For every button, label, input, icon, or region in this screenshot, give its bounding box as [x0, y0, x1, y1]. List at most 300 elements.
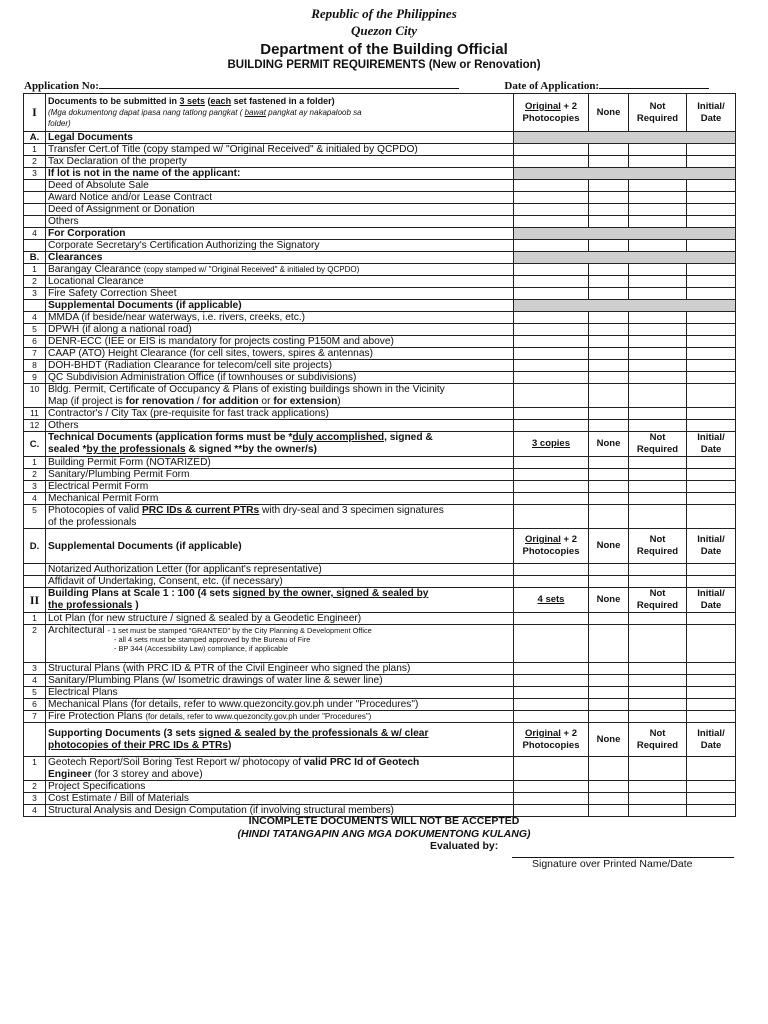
table-cell: 2 [24, 469, 46, 481]
checkbox-cell [24, 180, 46, 192]
checkbox-cell[interactable] [514, 675, 589, 687]
checkbox-cell[interactable] [629, 613, 687, 625]
text-label: pangkat ay nakapaloob sa [265, 108, 362, 117]
checkbox-cell[interactable] [514, 264, 589, 276]
text-label: set fastened in a folder) [231, 96, 335, 106]
checkbox-cell[interactable] [629, 324, 687, 336]
table-cell [46, 625, 514, 663]
table-row [24, 781, 736, 793]
text-label: Building Plans at Scale 1 : 100 (4 sets [48, 588, 233, 599]
checkbox-cell[interactable] [629, 493, 687, 505]
checkbox-cell[interactable] [589, 264, 629, 276]
checkbox-cell[interactable] [629, 216, 687, 228]
checkbox-cell[interactable] [589, 505, 629, 529]
table-row [24, 564, 736, 576]
text-label: Required [636, 739, 679, 751]
text-label: the professionals [48, 600, 133, 611]
table-cell: 7 [24, 711, 46, 723]
table-cell: 11 [24, 408, 46, 420]
text-label: Mechanical Plans [48, 699, 131, 710]
text-label: Technical Documents (application forms must be * [48, 432, 293, 443]
checkbox-cell[interactable] [589, 675, 629, 687]
checkbox-cell[interactable] [589, 384, 629, 408]
checkbox-cell[interactable] [589, 336, 629, 348]
checkbox-cell[interactable] [589, 156, 629, 168]
checkbox-cell[interactable] [629, 687, 687, 699]
supplemental-header-row [24, 529, 736, 564]
checkbox-cell[interactable] [514, 699, 589, 711]
checkbox-cell[interactable] [687, 793, 736, 805]
checkbox-cell[interactable] [514, 276, 589, 288]
checkbox-cell[interactable] [514, 711, 589, 723]
table-cell [629, 432, 687, 457]
checkbox-cell[interactable] [514, 420, 589, 432]
table-cell: 2 [24, 625, 46, 663]
checkbox-cell[interactable] [687, 204, 736, 216]
table-row [24, 757, 736, 781]
checkbox-cell[interactable] [514, 493, 589, 505]
checkbox-cell[interactable] [687, 613, 736, 625]
table-cell: MMDA (if beside/near waterways, i.e. rivers, creeks, etc.) [46, 312, 514, 324]
checkbox-cell[interactable] [687, 625, 736, 663]
checkbox-cell[interactable] [589, 312, 629, 324]
table-cell: 2 [24, 781, 46, 793]
text-label: bawat [244, 108, 266, 117]
checkbox-cell[interactable] [589, 360, 629, 372]
text-label: Initial/ [697, 588, 725, 599]
table-row [24, 216, 736, 228]
text-label: Photocopies [522, 739, 580, 751]
table-cell: None [589, 529, 629, 564]
checkbox-cell[interactable] [589, 420, 629, 432]
table-cell: Legal Documents [46, 132, 514, 144]
text-label: sealed * [48, 444, 87, 455]
table-row [24, 264, 736, 276]
checkbox-cell[interactable] [589, 564, 629, 576]
table-row [24, 625, 736, 663]
text-label: PRC IDs & current PTRs [142, 505, 260, 516]
checkbox-cell[interactable] [514, 781, 589, 793]
checkbox-cell[interactable] [514, 576, 589, 588]
checkbox-cell[interactable] [629, 180, 687, 192]
table-cell [514, 94, 589, 132]
text-label: - all 4 sets must be stamped approved by the Bureau of Fire [114, 635, 311, 644]
checkbox-cell[interactable] [687, 384, 736, 408]
text-label: Date [700, 444, 722, 455]
table-cell [46, 384, 514, 408]
checkbox-cell[interactable] [629, 312, 687, 324]
checkbox-cell[interactable] [629, 288, 687, 300]
checkbox-cell[interactable] [514, 469, 589, 481]
checkbox-cell[interactable] [687, 493, 736, 505]
checkbox-cell[interactable] [687, 216, 736, 228]
checkbox-cell[interactable] [687, 348, 736, 360]
checkbox-cell[interactable] [514, 240, 589, 252]
checkbox-cell[interactable] [629, 505, 687, 529]
table-cell: 1 [24, 144, 46, 156]
table-cell [46, 505, 514, 529]
checkbox-cell[interactable] [629, 240, 687, 252]
table-cell [46, 264, 514, 276]
table-cell: Project Specifications [46, 781, 514, 793]
checkbox-cell[interactable] [687, 757, 736, 781]
department-title: Department of the Building Official [260, 41, 508, 58]
checkbox-cell[interactable] [514, 757, 589, 781]
checkbox-cell[interactable] [589, 348, 629, 360]
checkbox-cell[interactable] [589, 276, 629, 288]
checkbox-cell[interactable] [589, 493, 629, 505]
checkbox-cell[interactable] [514, 505, 589, 529]
checkbox-cell [24, 723, 46, 757]
checkbox-cell[interactable] [687, 360, 736, 372]
text-label: (for details, refer to www.quezoncity.gov.ph under "Procedures") [145, 712, 372, 721]
table-row [24, 663, 736, 675]
table-cell: 4 [24, 493, 46, 505]
checkbox-cell[interactable] [589, 408, 629, 420]
text-label: Photocopies [522, 546, 580, 557]
checkbox-cell[interactable] [687, 663, 736, 675]
checkbox-cell[interactable] [629, 576, 687, 588]
checkbox-cell [514, 300, 736, 312]
text-label: Map (if project is [48, 395, 126, 407]
text-label: Required [636, 444, 679, 455]
checkbox-cell[interactable] [629, 192, 687, 204]
checkbox-cell [24, 204, 46, 216]
checkbox-cell [24, 192, 46, 204]
clearances-header-row [24, 252, 736, 264]
table-cell [46, 711, 514, 723]
text-label: Required [636, 546, 679, 557]
checkbox-cell[interactable] [589, 757, 629, 781]
checkbox-cell[interactable] [687, 564, 736, 576]
checkbox-cell[interactable] [629, 663, 687, 675]
city-heading: Quezon City [350, 23, 418, 38]
text-label: Date [700, 112, 722, 124]
checkbox-cell[interactable] [514, 793, 589, 805]
table-cell: DENR-ECC (IEE or EIS is mandatory for projects costing P150M and above) [46, 336, 514, 348]
checkbox-cell[interactable] [687, 420, 736, 432]
checkbox-cell[interactable] [514, 216, 589, 228]
text-label: Not [649, 727, 666, 739]
table-cell: Fire Safety Correction Sheet [46, 288, 514, 300]
text-label: & signed **by the owner/s) [185, 444, 317, 455]
table-row [24, 348, 736, 360]
checkbox-cell[interactable] [687, 469, 736, 481]
checkbox-cell[interactable] [687, 180, 736, 192]
table-cell: Lot Plan (for new structure / signed & sealed by a Geodetic Engineer) [46, 613, 514, 625]
checkbox-cell[interactable] [629, 457, 687, 469]
checkbox-cell[interactable] [589, 469, 629, 481]
checkbox-cell[interactable] [514, 372, 589, 384]
checkbox-cell[interactable] [589, 613, 629, 625]
checkbox-cell [24, 576, 46, 588]
checkbox-cell [514, 132, 736, 144]
table-cell [46, 588, 514, 613]
checkbox-cell[interactable] [589, 576, 629, 588]
checkbox-cell[interactable] [629, 372, 687, 384]
table-cell [514, 432, 589, 457]
checkbox-cell[interactable] [687, 192, 736, 204]
checkbox-cell[interactable] [687, 372, 736, 384]
table-cell [687, 94, 736, 132]
checkbox-cell[interactable] [514, 192, 589, 204]
text-label: Original [524, 727, 561, 739]
checkbox-cell[interactable] [629, 793, 687, 805]
table-cell: None [589, 588, 629, 613]
table-cell: Tax Declaration of the property [46, 156, 514, 168]
table-row [24, 793, 736, 805]
text-label: for extension [273, 395, 338, 407]
checkbox-cell[interactable] [589, 457, 629, 469]
table-cell: 1 [24, 757, 46, 781]
checkbox-cell[interactable] [687, 675, 736, 687]
checkbox-cell[interactable] [514, 156, 589, 168]
text-label: + 2 [563, 534, 578, 545]
checkbox-cell[interactable] [589, 288, 629, 300]
text-label: Initial/ [697, 100, 725, 112]
text-label: (for 3 storey and above) [91, 768, 203, 780]
table-row [24, 699, 736, 711]
checkbox-cell[interactable] [589, 372, 629, 384]
text-label: ) [228, 739, 232, 751]
checkbox-cell[interactable] [687, 336, 736, 348]
table-cell: A. [24, 132, 46, 144]
checkbox-cell[interactable] [629, 348, 687, 360]
checkbox-cell[interactable] [589, 216, 629, 228]
evaluated-by-label: Evaluated by: [430, 840, 499, 852]
checkbox-cell[interactable] [629, 204, 687, 216]
text-label: valid PRC Id of Geotech [303, 757, 420, 768]
table-cell [46, 94, 514, 132]
checkbox-cell[interactable] [629, 625, 687, 663]
table-cell: Deed of Absolute Sale [46, 180, 514, 192]
text-label: for renovation [125, 395, 195, 407]
checkbox-cell[interactable] [514, 564, 589, 576]
text-label: by the professionals [86, 444, 186, 455]
text-label: (copy stamped w/ "Original Received" & initialed by QCPDO) [143, 265, 360, 274]
checkbox-cell[interactable] [629, 408, 687, 420]
table-row [24, 156, 736, 168]
table-cell: Others [46, 216, 514, 228]
checkbox-cell[interactable] [589, 625, 629, 663]
checkbox-cell[interactable] [629, 144, 687, 156]
checkbox-cell[interactable] [629, 675, 687, 687]
checkbox-cell[interactable] [629, 564, 687, 576]
section-1-header-row [24, 94, 736, 132]
checkbox-cell[interactable] [514, 144, 589, 156]
checkbox-cell[interactable] [629, 156, 687, 168]
checkbox-cell[interactable] [687, 288, 736, 300]
table-row [24, 276, 736, 288]
table-cell: Sanitary/Plumbing Permit Form [46, 469, 514, 481]
checkbox-cell[interactable] [629, 781, 687, 793]
text-label: Fire Protection Plans [48, 711, 146, 722]
table-cell: Others [46, 420, 514, 432]
checkbox-cell[interactable] [629, 336, 687, 348]
table-cell [514, 588, 589, 613]
checkbox-cell [514, 228, 736, 240]
table-cell: Electrical Plans [46, 687, 514, 699]
checkbox-cell[interactable] [687, 576, 736, 588]
table-cell: 4 [24, 675, 46, 687]
checkbox-cell[interactable] [589, 793, 629, 805]
date-label: Date of Application: [504, 80, 600, 92]
checkbox-cell[interactable] [514, 613, 589, 625]
table-row [24, 613, 736, 625]
checkbox-cell[interactable] [589, 481, 629, 493]
supporting-header-row [24, 723, 736, 757]
legal-header-row [24, 132, 736, 144]
checkbox-cell[interactable] [687, 711, 736, 723]
table-row [24, 408, 736, 420]
text-label: Required [636, 600, 679, 611]
checkbox-cell[interactable] [589, 711, 629, 723]
table-cell: 5 [24, 687, 46, 699]
checkbox-cell[interactable] [514, 384, 589, 408]
checkbox-cell[interactable] [629, 469, 687, 481]
checkbox-cell[interactable] [589, 240, 629, 252]
table-cell: 6 [24, 336, 46, 348]
checkbox-cell[interactable] [687, 408, 736, 420]
checkbox-cell[interactable] [687, 505, 736, 529]
table-row [24, 469, 736, 481]
checkbox-cell[interactable] [514, 687, 589, 699]
table-cell: Structural Analysis and Design Computation (if involving structural members) [46, 805, 514, 817]
checkbox-cell[interactable] [514, 204, 589, 216]
checkbox-cell[interactable] [514, 180, 589, 192]
text-label: ) [132, 600, 139, 611]
table-cell: 7 [24, 348, 46, 360]
checkbox-cell[interactable] [514, 408, 589, 420]
checkbox-cell[interactable] [687, 481, 736, 493]
checkbox-cell[interactable] [589, 324, 629, 336]
checkbox-cell[interactable] [687, 687, 736, 699]
checkbox-cell[interactable] [589, 699, 629, 711]
table-cell: If lot is not in the name of the applicant: [46, 168, 514, 180]
text-label: Not [649, 534, 666, 545]
table-row [24, 324, 736, 336]
text-label: signed & sealed by the professionals & w/ clear [198, 727, 429, 739]
checkbox-cell[interactable] [589, 781, 629, 793]
table-cell: 12 [24, 420, 46, 432]
text-label: Original [524, 534, 561, 545]
table-cell: 5 [24, 324, 46, 336]
text-label: (New or Renovation) [428, 59, 541, 71]
table-cell: 9 [24, 372, 46, 384]
table-cell: For Corporation [46, 228, 514, 240]
checkbox-cell[interactable] [629, 276, 687, 288]
text-label: Date [700, 600, 722, 611]
checkbox-cell[interactable] [687, 240, 736, 252]
checkbox-cell[interactable] [629, 420, 687, 432]
table-cell: None [589, 432, 629, 457]
text-label: (for details, refer to www.quezoncity.gov.ph under "Procedures") [130, 699, 419, 710]
application-no-label: Application No: [24, 80, 99, 92]
checkbox-cell[interactable] [514, 360, 589, 372]
table-cell: 3 [24, 481, 46, 493]
checkbox-cell[interactable] [514, 457, 589, 469]
text-label: Not [649, 100, 666, 112]
text-label: Photocopies of valid [48, 505, 143, 516]
checkbox-cell[interactable] [687, 324, 736, 336]
table-cell: Mechanical Permit Form [46, 493, 514, 505]
checkbox-cell[interactable] [629, 264, 687, 276]
checkbox-cell[interactable] [589, 687, 629, 699]
checkbox-cell[interactable] [629, 711, 687, 723]
text-label: , signed & [384, 432, 433, 443]
checkbox-cell[interactable] [629, 699, 687, 711]
text-label: BUILDING PERMIT REQUIREMENTS [227, 59, 426, 71]
table-cell [687, 529, 736, 564]
table-cell: 8 [24, 360, 46, 372]
checkbox-cell[interactable] [629, 384, 687, 408]
table-cell [514, 529, 589, 564]
table-row [24, 481, 736, 493]
checkbox-cell[interactable] [514, 336, 589, 348]
checkbox-cell[interactable] [514, 481, 589, 493]
text-label: - 1 set must be stamped "GRANTED" by the City Planning & Development Office [107, 626, 372, 635]
checkbox-cell[interactable] [687, 144, 736, 156]
date-field[interactable] [599, 78, 709, 89]
table-cell: II [24, 588, 46, 613]
checkbox-cell[interactable] [687, 156, 736, 168]
table-cell: Supplemental Documents (if applicable) [46, 529, 514, 564]
table-cell [687, 432, 736, 457]
table-row [24, 711, 736, 723]
checkbox-cell[interactable] [687, 781, 736, 793]
table-row [24, 372, 736, 384]
checkbox-cell[interactable] [687, 699, 736, 711]
checkbox-cell[interactable] [629, 757, 687, 781]
text-label: Initial/ [697, 727, 725, 739]
checkbox-cell[interactable] [514, 312, 589, 324]
application-line [24, 78, 728, 92]
text-label: (Mga dokumentong dapat ipasa nang tatlong pangkat ( [48, 108, 245, 117]
checkbox-cell[interactable] [629, 360, 687, 372]
table-row [24, 240, 736, 252]
table-cell: Deed of Assignment or Donation [46, 204, 514, 216]
warning-text-tagalog: (HINDI TATANGAPIN ANG MGA DOKUMENTONG KULANG) [237, 828, 531, 840]
checkbox-cell[interactable] [687, 457, 736, 469]
table-cell [46, 723, 514, 757]
text-label: ( [205, 96, 211, 106]
requirements-table [23, 93, 736, 817]
checkbox-cell[interactable] [514, 324, 589, 336]
checkbox-cell[interactable] [687, 312, 736, 324]
checkbox-cell[interactable] [589, 663, 629, 675]
checkbox-cell[interactable] [514, 348, 589, 360]
table-row [24, 312, 736, 324]
text-label: Architectural [48, 625, 105, 636]
checkbox-cell[interactable] [589, 144, 629, 156]
application-no-field[interactable] [99, 78, 459, 89]
table-cell: Clearances [46, 252, 514, 264]
checkbox-cell[interactable] [514, 663, 589, 675]
text-label: Original [524, 100, 561, 112]
table-row [24, 493, 736, 505]
checkbox-cell[interactable] [514, 288, 589, 300]
checkbox-cell[interactable] [589, 204, 629, 216]
checkbox-cell[interactable] [687, 264, 736, 276]
checkbox-cell[interactable] [589, 192, 629, 204]
table-row [24, 576, 736, 588]
table-row [24, 336, 736, 348]
technical-header-row [24, 432, 736, 457]
checkbox-cell[interactable] [589, 180, 629, 192]
checkbox-cell[interactable] [687, 276, 736, 288]
checkbox-cell[interactable] [514, 625, 589, 663]
checkbox-cell[interactable] [629, 481, 687, 493]
